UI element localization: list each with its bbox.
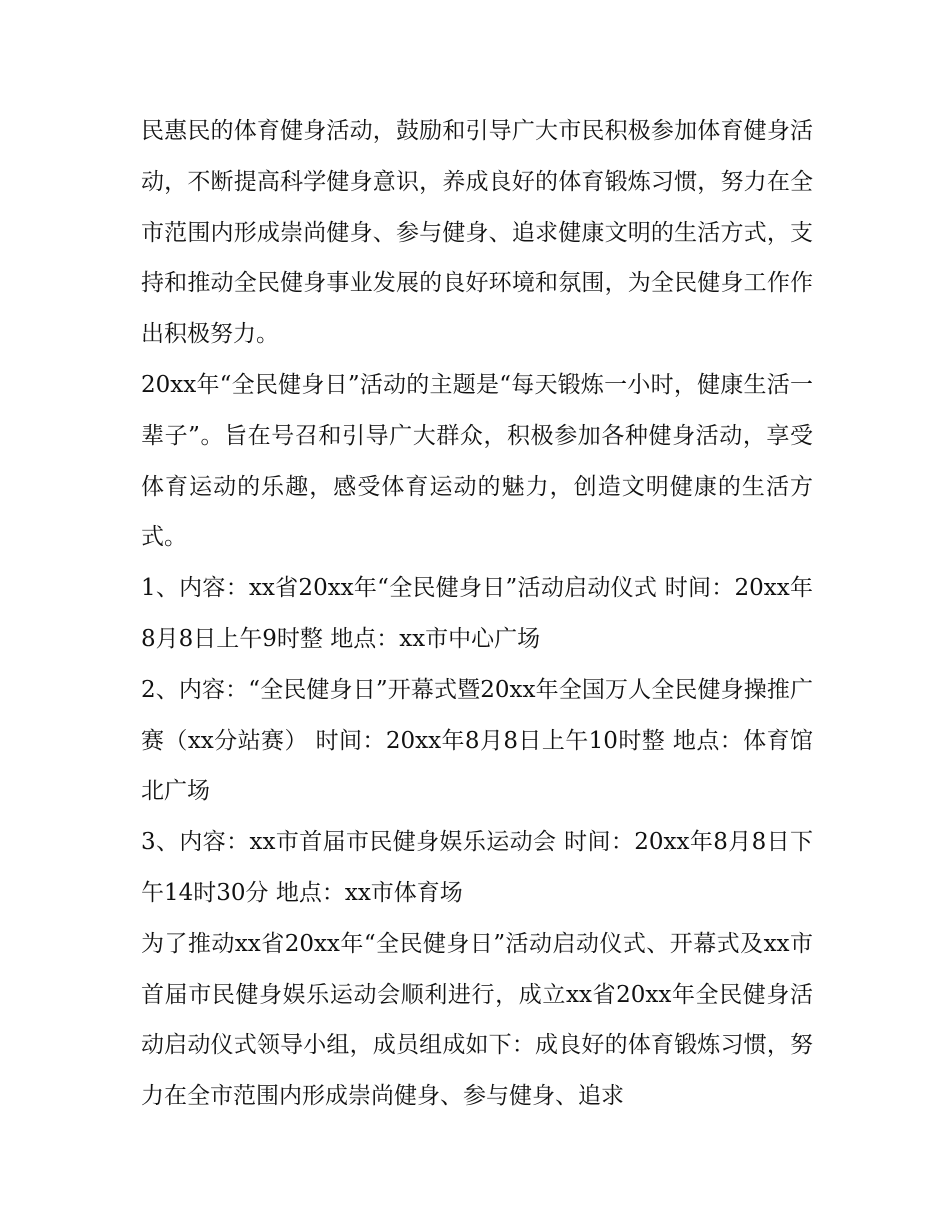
paragraph-item-3: 3、内容：xx市首届市民健身娱乐运动会 时间：20xx年8月8日下午14时30分 地点：xx市体育场 — [141, 829, 813, 906]
document-body — [141, 106, 813, 1122]
paragraph-item-1: 1、内容：xx省20xx年“全民健身日”活动启动仪式 时间：20xx年8月8日上午9时整 地点：xx市中心广场 — [141, 575, 813, 652]
paragraph-leadership: 为了推动xx省20xx年“全民健身日”活动启动仪式、开幕式及xx市首届市民健身娱乐运动会顺利进行，成立xx省20xx年全民健身活动启动仪式领导小组，成员组成如下：成良好的体育锻炼习惯，努力在全市范围内形成崇尚健身、参与健身、追求 — [141, 930, 813, 1110]
paragraph-theme: 20xx年“全民健身日”活动的主题是“每天锻炼一小时，健康生活一辈子”。旨在号召和引导广大群众，积极参加各种健身活动，享受体育运动的乐趣，感受体育运动的魅力，创造文明健康的生活方式。 — [141, 371, 813, 551]
paragraph-item-2: 2、内容：“全民健身日”开幕式暨20xx年全国万人全民健身操推广赛（xx分站赛） 时间：20xx年8月8日上午10时整 地点：体育馆北广场 — [141, 676, 813, 805]
paragraph-intro: 民惠民的体育健身活动，鼓励和引导广大市民积极参加体育健身活动，不断提高科学健身意识，养成良好的体育锻炼习惯，努力在全市范围内形成崇尚健身、参与健身、追求健康文明的生活方式，支持和推动全民健身事业发展的良好环境和氛围，为全民健身工作作出积极努力。 — [141, 118, 813, 348]
